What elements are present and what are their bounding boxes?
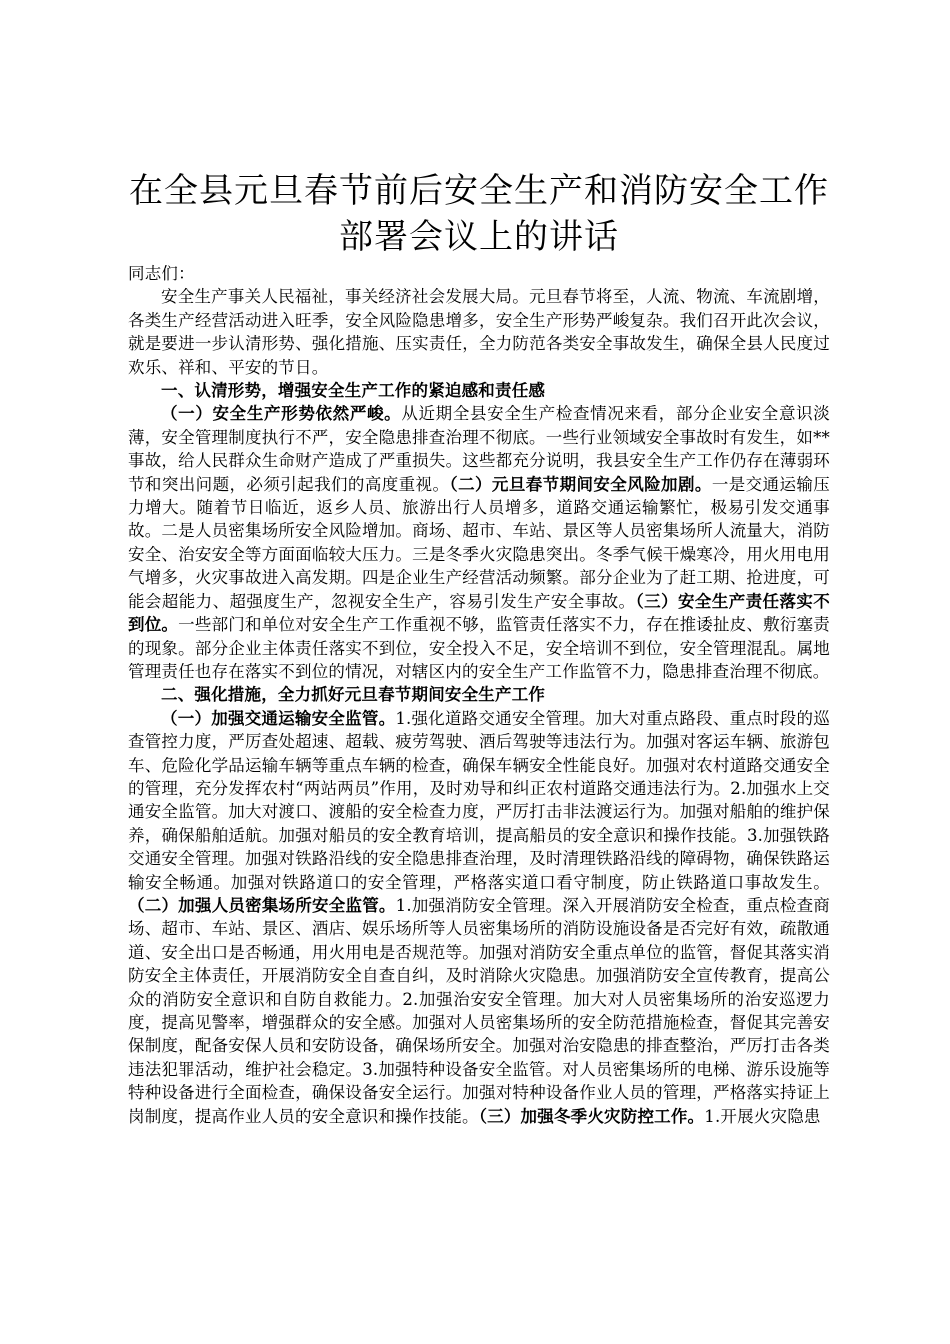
text-2-1: 1.强化道路交通安全管理。加大对重点路段、重点时段的巡查管控力度，严厉查处超速、超载、疲劳驾驶、酒后驾驶等违法行为。加强对客运车辆、旅游包车、危险化学品运输车辆等重点车辆的检查，确保车辆安全性能良好。加强对农村道路交通安全的管理，充分发挥农村“两站两员”作用，及时劝导和纠正农村道路交通违法行为。2.加强水上交通安全监管。加大对渡口、渡船的安全检查力度，严厉打击非法渡运行为。加强对船舶的维护保养，确保船舶适航。加强对船员的安全教育培训，提高船员的安全意识和操作技能。3.加强铁路交通安全管理。加强对铁路沿线的安全隐患排查治理，及时清理铁路沿线的障碍物，确保铁路运输安全畅通。加强对铁路道口的安全管理，严格落实道口看守制度，防止铁路道口事故发生。 <box>128 708 830 892</box>
document-page <box>128 168 830 1128</box>
salutation: 同志们： <box>128 264 195 283</box>
document-body <box>128 262 830 1128</box>
section-2-paragraph <box>128 707 830 1128</box>
subheading-2-2: （二）加强人员密集场所安全监管。 <box>128 895 396 915</box>
text-1-3: 一些部门和单位对安全生产工作重视不够，监管责任落实不力，存在推诿扯皮、敷衍塞责的现象。部分企业主体责任落实不到位，安全投入不足，安全培训不到位，安全管理混乱。属地管理责任也存在落实不到位的情况，对辖区内的安全生产工作监管不力，隐患排查治理不彻底。 <box>128 615 830 681</box>
subheading-2-3: （三）加强冬季火灾防控工作。 <box>478 1106 705 1126</box>
subheading-2-1: （一）加强交通运输安全监管。 <box>161 708 396 728</box>
title-line-2: 部署会议上的讲话 <box>339 217 619 257</box>
text-1-1: 从近期全县安全生产检查情况来看，部分企业安全意识淡薄，安全管理制度执行不严，安全隐患排查治理不彻底。一些行业领域安全事故时有发生，如**事故，给人民群众生命财产造成了严重损失。这些都充分说明，我县安全生产工作仍存在薄弱环节和突出问题，必须引起我们的高度重视。 <box>128 404 830 494</box>
section-1-heading: 一、认清形势，增强安全生产工作的紧迫感和责任感 <box>161 381 546 401</box>
document-title <box>128 168 830 260</box>
text-1-2: 一是交通运输压力增大。随着节日临近，返乡人员、旅游出行人员增多，道路交通运输繁忙，极易引发交通事故。二是人员密集场所安全风险增加。商场、超市、车站、景区等人员密集场所人流量大，消防安全、治安安全等方面面临较大压力。三是冬季火灾隐患突出。冬季气候干燥寒冷，用火用电用气增多，火灾事故进入高发期。四是企业生产经营活动频繁。部分企业为了赶工期、抢进度，可能会超能力、超强度生产，忽视安全生产，容易引发生产安全事故。 <box>128 474 831 611</box>
subheading-1-1: （一）安全生产形势依然严峻。 <box>161 404 402 424</box>
section-1-paragraph <box>128 402 830 683</box>
text-2-3: 1.开展火灾隐患 <box>704 1106 821 1126</box>
subheading-1-3: （三）安全生产责任落实不到位。 <box>128 591 831 635</box>
text-2-2: 1.加强消防安全管理。深入开展消防安全检查，重点检查商场、超市、车站、景区、酒店、娱乐场所等人员密集场所的消防设施设备是否完好有效，疏散通道、安全出口是否畅通，用火用电是否规范等。加强对消防安全重点单位的监管，督促其落实消防安全主体责任，开展消防安全自查自纠，及时消除火灾隐患。加强消防安全宣传教育，提高公众的消防安全意识和自防自救能力。2.加强治安安全管理。加大对人员密集场所的治安巡逻力度，提高见警率，增强群众的安全感。加强对人员密集场所的安全防范措施检查，督促其完善安保制度，配备安保人员和安防设备，确保场所安全。加强对治安隐患的排查整治，严厉打击各类违法犯罪活动，维护社会稳定。3.加强特种设备安全监管。对人员密集场所的电梯、游乐设施等特种设备进行全面检查，确保设备安全运行。加强对特种设备作业人员的管理，严格落实持证上岗制度，提高作业人员的安全意识和操作技能。 <box>128 895 830 1126</box>
title-line-1: 在全县元旦春节前后安全生产和消防安全工作 <box>129 171 829 211</box>
subheading-1-2: （二）元旦春节期间安全风险加剧。 <box>449 474 712 494</box>
section-2-heading: 二、强化措施，全力抓好元旦春节期间安全生产工作 <box>161 685 546 705</box>
intro-paragraph: 安全生产事关人民福祉，事关经济社会发展大局。元旦春节将至，人流、物流、车流剧增，各类生产经营活动进入旺季，安全风险隐患增多，安全生产形势严峻复杂。我们召开此次会议，就是要进一步认清形势、强化措施、压实责任，全力防范各类安全事故发生，确保全县人民度过欢乐、祥和、平安的节日。 <box>128 287 830 377</box>
